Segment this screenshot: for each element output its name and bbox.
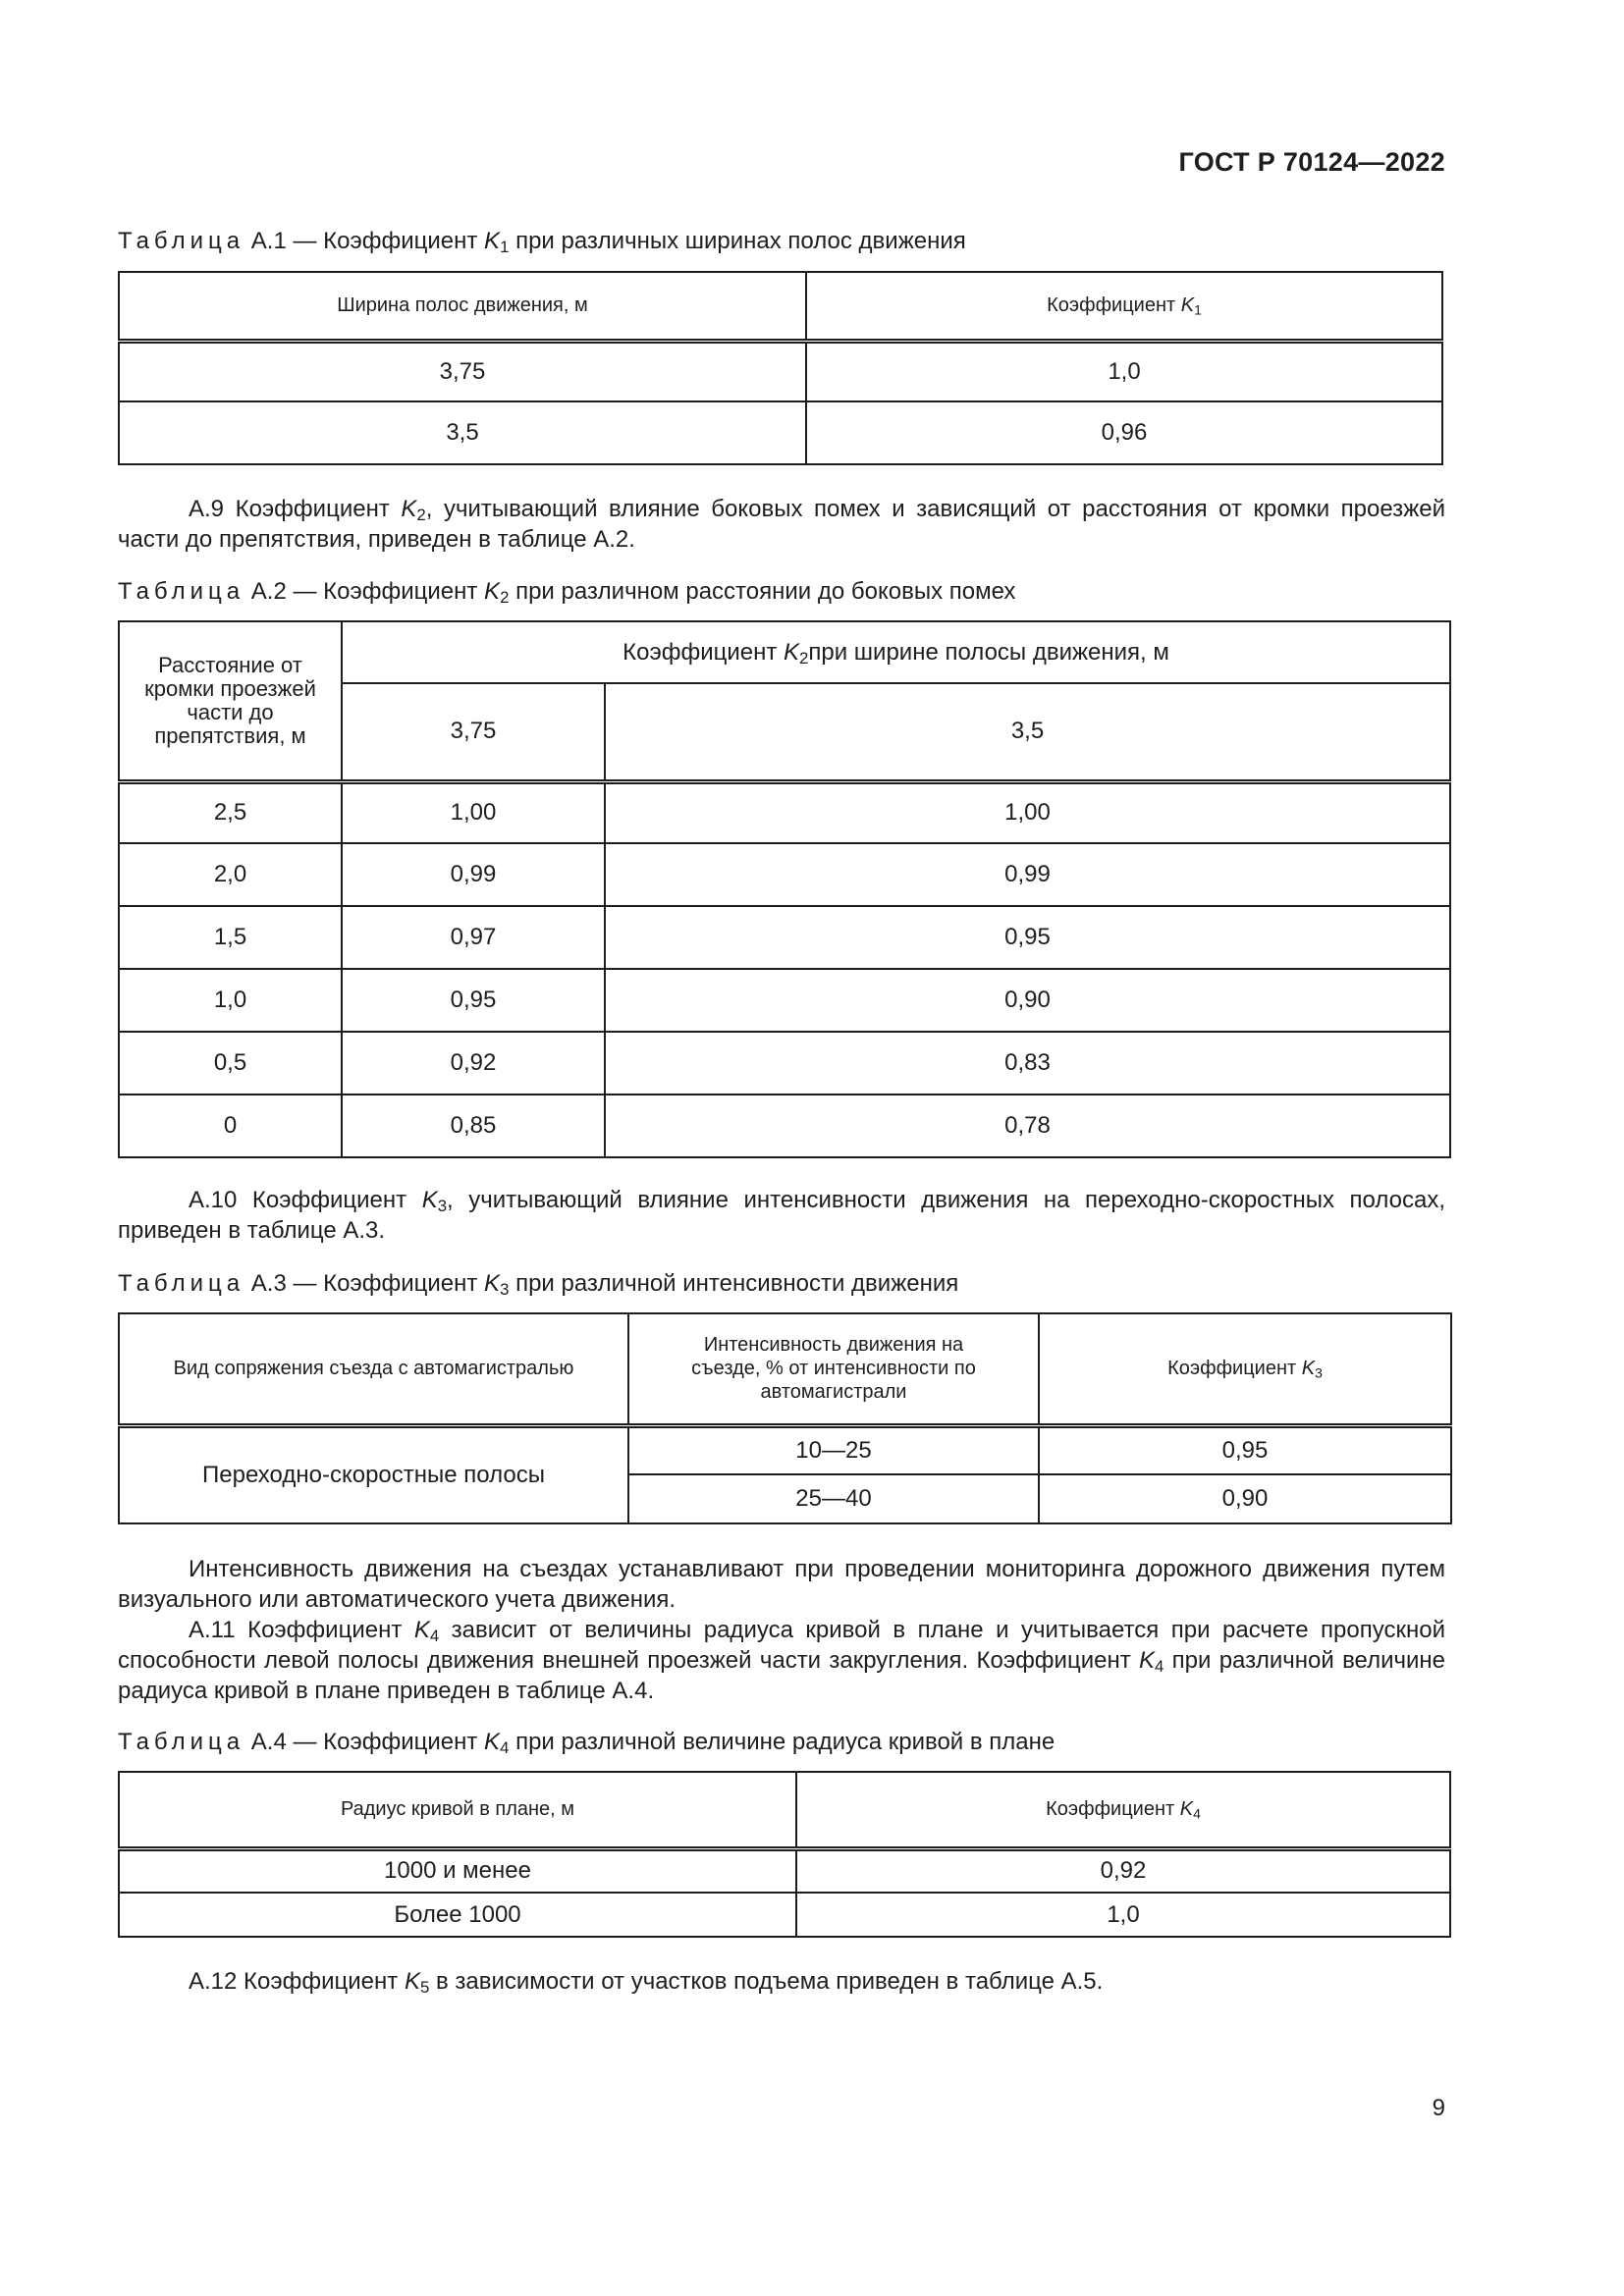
table-cell: 0,83 bbox=[605, 1032, 1450, 1095]
table-row bbox=[119, 906, 1450, 969]
table-cell: 1,0 bbox=[119, 969, 342, 1032]
table-cell: Переходно-скоростные полосы bbox=[119, 1425, 628, 1523]
table-cell: 0 bbox=[119, 1095, 342, 1157]
table-a2-header-w375: 3,75 bbox=[342, 683, 605, 781]
paragraph-a10: А.10 Коэффициент $K_3$, учитывающий влияние интенсивности движения на переходно-скоростных полосах, приведен в таблице А.3. bbox=[118, 1187, 1446, 1244]
paragraph-a9: А.9 Коэффициент $K_2$, учитывающий влияние боковых помех и зависящий от расстояния от кромки проезжей части до препятствия, приведен в таблице А.2. bbox=[118, 496, 1445, 553]
table-cell: 1,0 bbox=[796, 1893, 1450, 1937]
table-a4-header-k4: Коэффициент $K_4$ bbox=[796, 1772, 1450, 1848]
table-a1-header-k1: Коэффициент $K_1$ bbox=[806, 272, 1442, 341]
table-row bbox=[119, 401, 1442, 464]
table-cell: 0,92 bbox=[796, 1848, 1450, 1893]
table-cell: 0,5 bbox=[119, 1032, 342, 1095]
table-row bbox=[119, 843, 1450, 906]
table-row bbox=[119, 1032, 1450, 1095]
table-cell: 1,00 bbox=[605, 781, 1450, 843]
table-a2 bbox=[118, 620, 1451, 1158]
table-cell: Более 1000 bbox=[119, 1893, 796, 1937]
table-a2-header-distance: Расстояние от кромки проезжей части до препятствия, м bbox=[119, 621, 342, 781]
paragraph-a12: А.12 Коэффициент $K_5$ в зависимости от участков подъема приведен в таблице А.5. bbox=[189, 1968, 1104, 1998]
table-row bbox=[119, 781, 1450, 843]
page-number: 9 bbox=[1432, 2095, 1445, 2121]
table-row bbox=[119, 969, 1450, 1032]
paragraph-intensity: Интенсивность движения на съездах устанавливают при проведении мониторинга дорожного движения путем визуального или автоматического учета движения. bbox=[118, 1556, 1445, 1613]
table-a2-caption: Таблица А.2 — Коэффициент $K_2$ при различном расстоянии до боковых помех bbox=[118, 578, 1016, 608]
table-cell: 0,78 bbox=[605, 1095, 1450, 1157]
table-a3-header-intensity: Интенсивность движения на съезде, % от интенсивности по автомагистрали bbox=[628, 1313, 1039, 1425]
table-cell: 0,90 bbox=[1039, 1474, 1451, 1523]
table-cell: 0,90 bbox=[605, 969, 1450, 1032]
table-a3-header-type: Вид сопряжения съезда с автомагистралью bbox=[119, 1313, 628, 1425]
table-row bbox=[119, 1848, 1450, 1893]
table-row bbox=[119, 341, 1442, 401]
table-cell: 0,95 bbox=[1039, 1425, 1451, 1474]
table-a1 bbox=[118, 271, 1443, 465]
table-row bbox=[119, 1425, 1451, 1474]
table-a3-caption: Таблица А.3 — Коэффициент $K_3$ при различной интенсивности движения bbox=[118, 1270, 959, 1300]
table-a4-caption: Таблица А.4 — Коэффициент $K_4$ при различной величине радиуса кривой в плане bbox=[118, 1729, 1056, 1758]
table-cell: 0,99 bbox=[605, 843, 1450, 906]
table-a2-header-group: Коэффициент $K_2при$ ширине полосы движения, м bbox=[342, 621, 1450, 683]
table-cell: 0,97 bbox=[342, 906, 605, 969]
table-cell: 1,0 bbox=[806, 341, 1442, 401]
table-cell: 2,5 bbox=[119, 781, 342, 843]
table-a3-header-k3: Коэффициент $K_3$ bbox=[1039, 1313, 1451, 1425]
table-cell: 3,5 bbox=[119, 401, 806, 464]
table-cell: 0,92 bbox=[342, 1032, 605, 1095]
table-cell: 0,85 bbox=[342, 1095, 605, 1157]
table-cell: 0,95 bbox=[605, 906, 1450, 969]
table-cell: 1,00 bbox=[342, 781, 605, 843]
table-cell: 25—40 bbox=[628, 1474, 1039, 1523]
table-cell: 2,0 bbox=[119, 843, 342, 906]
table-cell: 0,95 bbox=[342, 969, 605, 1032]
document-code: ГОСТ Р 70124—2022 bbox=[1178, 147, 1445, 177]
table-a1-header-width: Ширина полос движения, м bbox=[119, 272, 806, 341]
paragraph-a11: А.11 Коэффициент $K_4$ зависит от величины радиуса кривой в плане и учитывается при расчете пропускной способности левой полосы движения внешней проезжей части закругления. Коэффициент $K_4$ при различной величине радиуса кривой в плане приведен в таблице А.4. bbox=[118, 1617, 1446, 1704]
table-a2-header-w35: 3,5 bbox=[605, 683, 1450, 781]
caption-label: Таблица bbox=[118, 228, 245, 254]
table-a3 bbox=[118, 1312, 1452, 1524]
table-cell: 1,5 bbox=[119, 906, 342, 969]
table-cell: 0,96 bbox=[806, 401, 1442, 464]
caption-number: А.1 bbox=[250, 228, 287, 254]
table-cell: 10—25 bbox=[628, 1425, 1039, 1474]
table-cell: 1000 и менее bbox=[119, 1848, 796, 1893]
table-row bbox=[119, 1893, 1450, 1937]
table-a4-header-radius: Радиус кривой в плане, м bbox=[119, 1772, 796, 1848]
table-a1-caption: Таблица А.1 — Коэффициент $K_1$ при различных ширинах полос движения bbox=[118, 228, 966, 257]
table-cell: 3,75 bbox=[119, 341, 806, 401]
table-cell: 0,99 bbox=[342, 843, 605, 906]
table-a4 bbox=[118, 1771, 1451, 1938]
table-row bbox=[119, 1095, 1450, 1157]
